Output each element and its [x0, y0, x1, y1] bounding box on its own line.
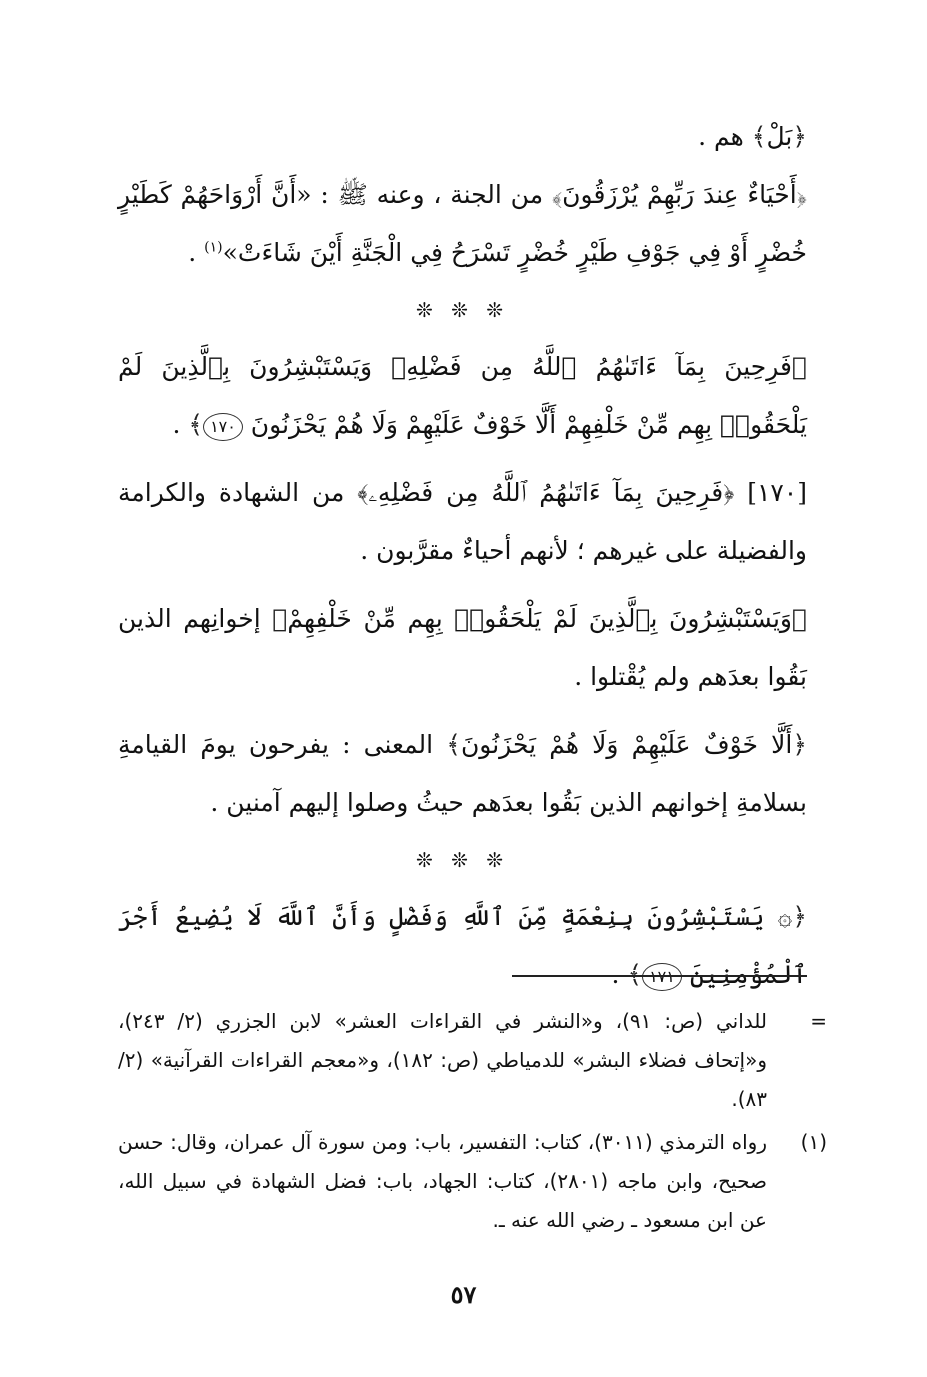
verse-170	[118, 338, 807, 454]
section-separator: ❊ ❊ ❊	[416, 298, 509, 322]
commentary-text: هم .	[698, 122, 752, 151]
quran-quote: أَحْيَاءٌ عِندَ رَبِّهِمْ يُرْزَقُونَ	[562, 180, 797, 209]
sentence-end: .	[611, 960, 628, 989]
quran-quote: أَلَّا خَوْفٌ عَلَيْهِمْ وَلَا هُمْ يَحْزَنُونَ	[460, 730, 793, 759]
verse-number-label: [١٧٠]	[747, 478, 808, 507]
quran-open-bracket: ﴿	[796, 180, 807, 209]
quran-close-bracket: ﴾	[188, 410, 204, 439]
sentence-end: .	[188, 238, 205, 267]
footnote-1	[118, 1123, 827, 1240]
ayah-number-badge: ١٧٠	[203, 413, 243, 441]
quran-open-bracket: ﴿	[792, 122, 807, 151]
quran-open-bracket: ﴿	[792, 730, 807, 759]
sentence-end: .	[172, 410, 189, 439]
quran-verse-text: فَرِحِينَ بِمَآ ءَاتَىٰهُمُ ٱللَّهُ مِن فَضْلِهِۦ وَيَسْتَبْشِرُونَ بِٱلَّذِينَ لَمْ يَلْحَقُوا۟ بِهِم مِّنْ خَلْفِهِمْ أَلَّا خَوْفٌ عَلَيْهِمْ وَلَا هُمْ يَحْزَنُونَ	[118, 352, 807, 439]
paragraph-bal	[118, 108, 807, 166]
commentary-170	[118, 464, 807, 580]
quran-verse-text: ۞ يَسْتَبْشِرُونَ بِنِعْمَةٍ مِّنَ ٱللَّهِ وَفَضْلٍ وَأَنَّ ٱللَّهَ لَا يُضِيعُ أَجْرَ ٱلْمُؤْمِنِينَ	[118, 902, 807, 989]
commentary-text: من الجنة ، وعنه ﷺ : «أَنَّ أَرْوَاحَهُمْ كَطَيْرٍ خُضْرٍ أَوْ فِي جَوْفِ طَيْرٍ خُضْرٍ تَسْرَحُ فِي الْجَنَّةِ أَيْنَ شَاءَتْ»	[118, 180, 807, 267]
quran-open-bracket: ﴿	[791, 352, 807, 381]
page-number: ٥٧	[450, 1280, 477, 1309]
ayah-number-badge: ١٧١	[642, 963, 682, 991]
footnote-mark: (١)	[800, 1130, 827, 1154]
commentary-text: إخوانِهم الذين بَقُوا بعدَهم ولم يُقْتلوا .	[118, 604, 807, 691]
quran-close-bracket: ﴾	[446, 730, 461, 759]
quran-close-bracket: ﴾	[551, 180, 563, 209]
paragraph-ahyaa	[118, 166, 807, 282]
footnote-text: للداني (ص: ٩١)، و«النشر في القراءات العشر» لابن الجزري (٢/ ٢٤٣)، و«إتحاف فضلاء البشر» للدمياطي (ص: ١٨٢)، و«معجم القراءات القرآنية» (٢/ ٨٣).	[118, 1009, 767, 1111]
section-separator: ❊ ❊ ❊	[416, 848, 509, 872]
quran-quote: بَلْ	[766, 122, 793, 151]
quran-close-bracket: ﴾	[272, 604, 288, 633]
footnote-continuation	[118, 1002, 827, 1119]
footnote-divider	[512, 975, 807, 977]
quran-quote: فَرِحِينَ بِمَآ ءَاتَىٰهُمُ ٱللَّهُ مِن فَضْلِهِۦ	[368, 478, 724, 507]
footnote-text: رواه الترمذي (٣٠١١)، كتاب: التفسير، باب: ومن سورة آل عمران، وقال: حسن صحيح، وابن ماجه (٢٨٠١)، كتاب: الجهاد، باب: فضل الشهادة في سبيل الله، عن ابن مسعود ـ رضي الله عنه ـ.	[118, 1130, 767, 1232]
quran-close-bracket: ﴾	[627, 960, 643, 989]
commentary-yastabshiroon	[118, 590, 807, 706]
verse-171	[118, 888, 807, 1004]
quran-close-bracket: ﴾	[751, 122, 767, 151]
quran-close-bracket: ﴾	[357, 478, 369, 507]
commentary-la-khawf	[118, 716, 807, 832]
quran-open-bracket: ﴿	[792, 902, 807, 931]
commentary-text: المعنى : يفرحون يومَ القيامةِ بسلامةِ إخوانهم الذين بَقُوا بعدَهم حيثُ وصلوا إليهم آمنين .	[118, 730, 807, 817]
quran-open-bracket: ﴿	[723, 478, 735, 507]
quran-quote: وَيَسْتَبْشِرُونَ بِٱلَّذِينَ لَمْ يَلْحَقُوا۟ بِهِم مِّنْ خَلْفِهِمْ	[287, 604, 792, 633]
commentary-text: من الشهادة والكرامة والفضيلة على غيرهم ؛ لأنهم أحياءٌ مقرَّبون .	[118, 478, 807, 565]
quran-open-bracket: ﴿	[792, 604, 808, 633]
footnote-mark: =	[810, 1009, 827, 1033]
footnote-reference[interactable]: (١)	[204, 239, 223, 256]
main-text	[118, 108, 807, 1004]
footnotes-section	[118, 1002, 827, 1244]
